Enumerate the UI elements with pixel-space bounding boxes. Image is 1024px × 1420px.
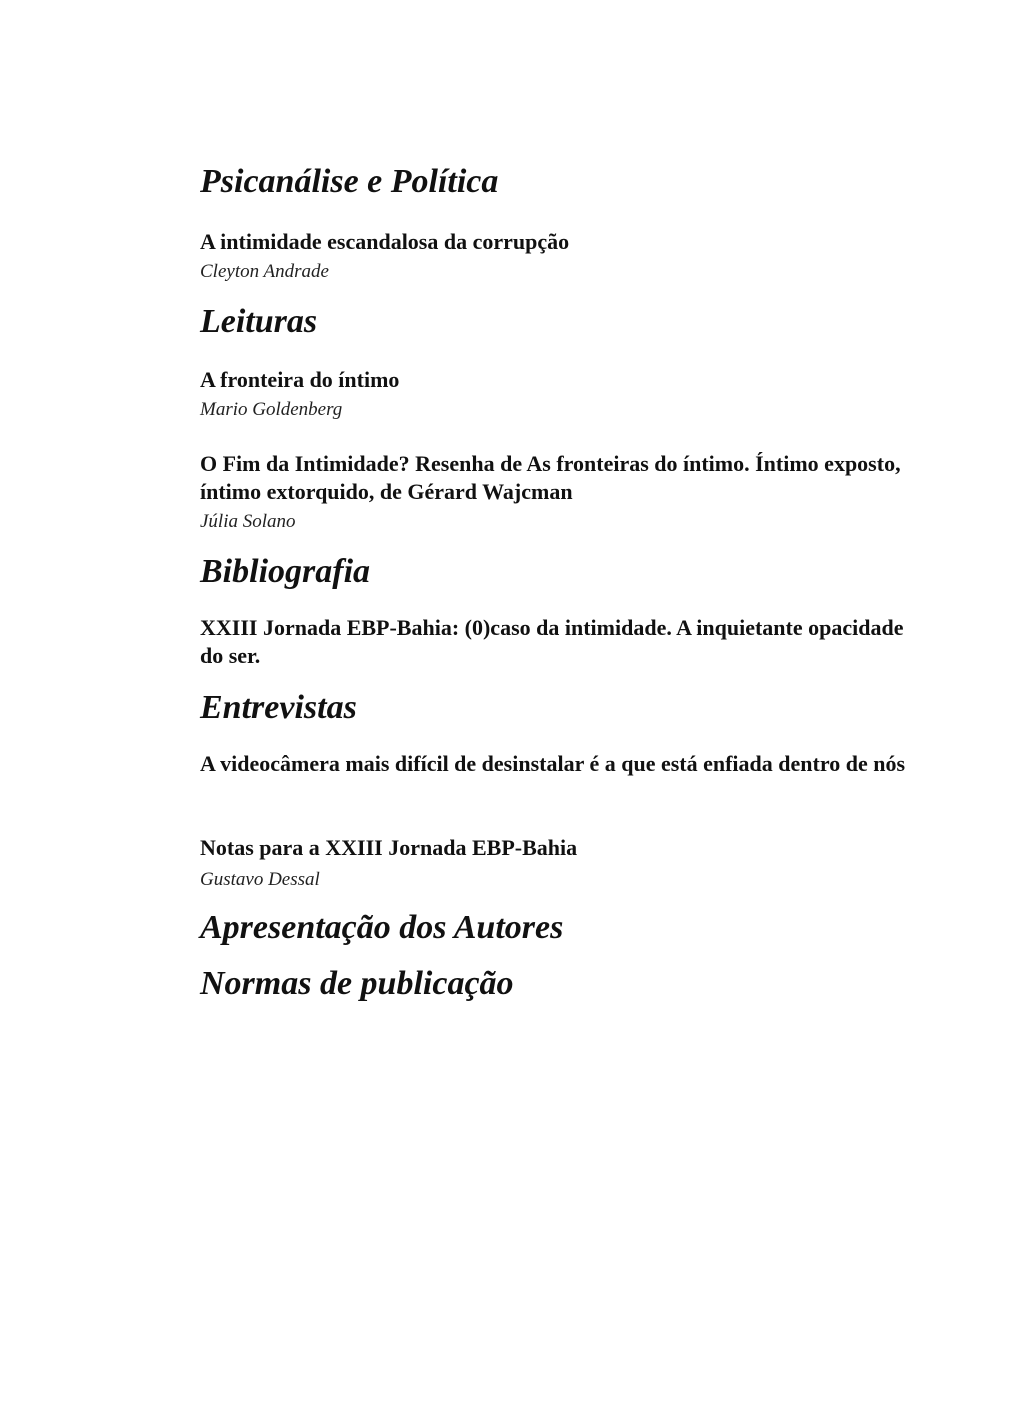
section-title-entrevistas: Entrevistas xyxy=(200,689,357,726)
entry-title: O Fim da Intimidade? Resenha de As fronteiras do íntimo. Íntimo exposto, íntimo extorquido, de Gérard Wajcman xyxy=(200,451,901,504)
entry-author: Mario Goldenberg xyxy=(200,399,343,420)
entry-title: A videocâmera mais difícil de desinstalar é a que está enfiada dentro de nós xyxy=(200,751,906,776)
entry-title: A fronteira do íntimo xyxy=(200,367,400,392)
entry-author: Cleyton Andrade xyxy=(200,261,329,282)
section-title-apresentacao-dos-autores: Apresentação dos Autores xyxy=(200,909,564,946)
section-title-bibliografia: Bibliografia xyxy=(200,553,371,590)
entry-title: Notas para a XXIII Jornada EBP-Bahia xyxy=(200,835,578,860)
section-title-leituras: Leituras xyxy=(200,303,318,340)
entry-author: Gustavo Dessal xyxy=(200,869,320,890)
entry-title: XXIII Jornada EBP-Bahia: (0)caso da intimidade. A inquietante opacidade do ser. xyxy=(200,615,904,668)
section-title-psicanalise-e-politica: Psicanálise e Política xyxy=(200,163,499,200)
section-title-normas-de-publicacao: Normas de publicação xyxy=(200,965,514,1002)
entry-author: Júlia Solano xyxy=(200,511,296,532)
entry-title: A intimidade escandalosa da corrupção xyxy=(200,229,570,254)
